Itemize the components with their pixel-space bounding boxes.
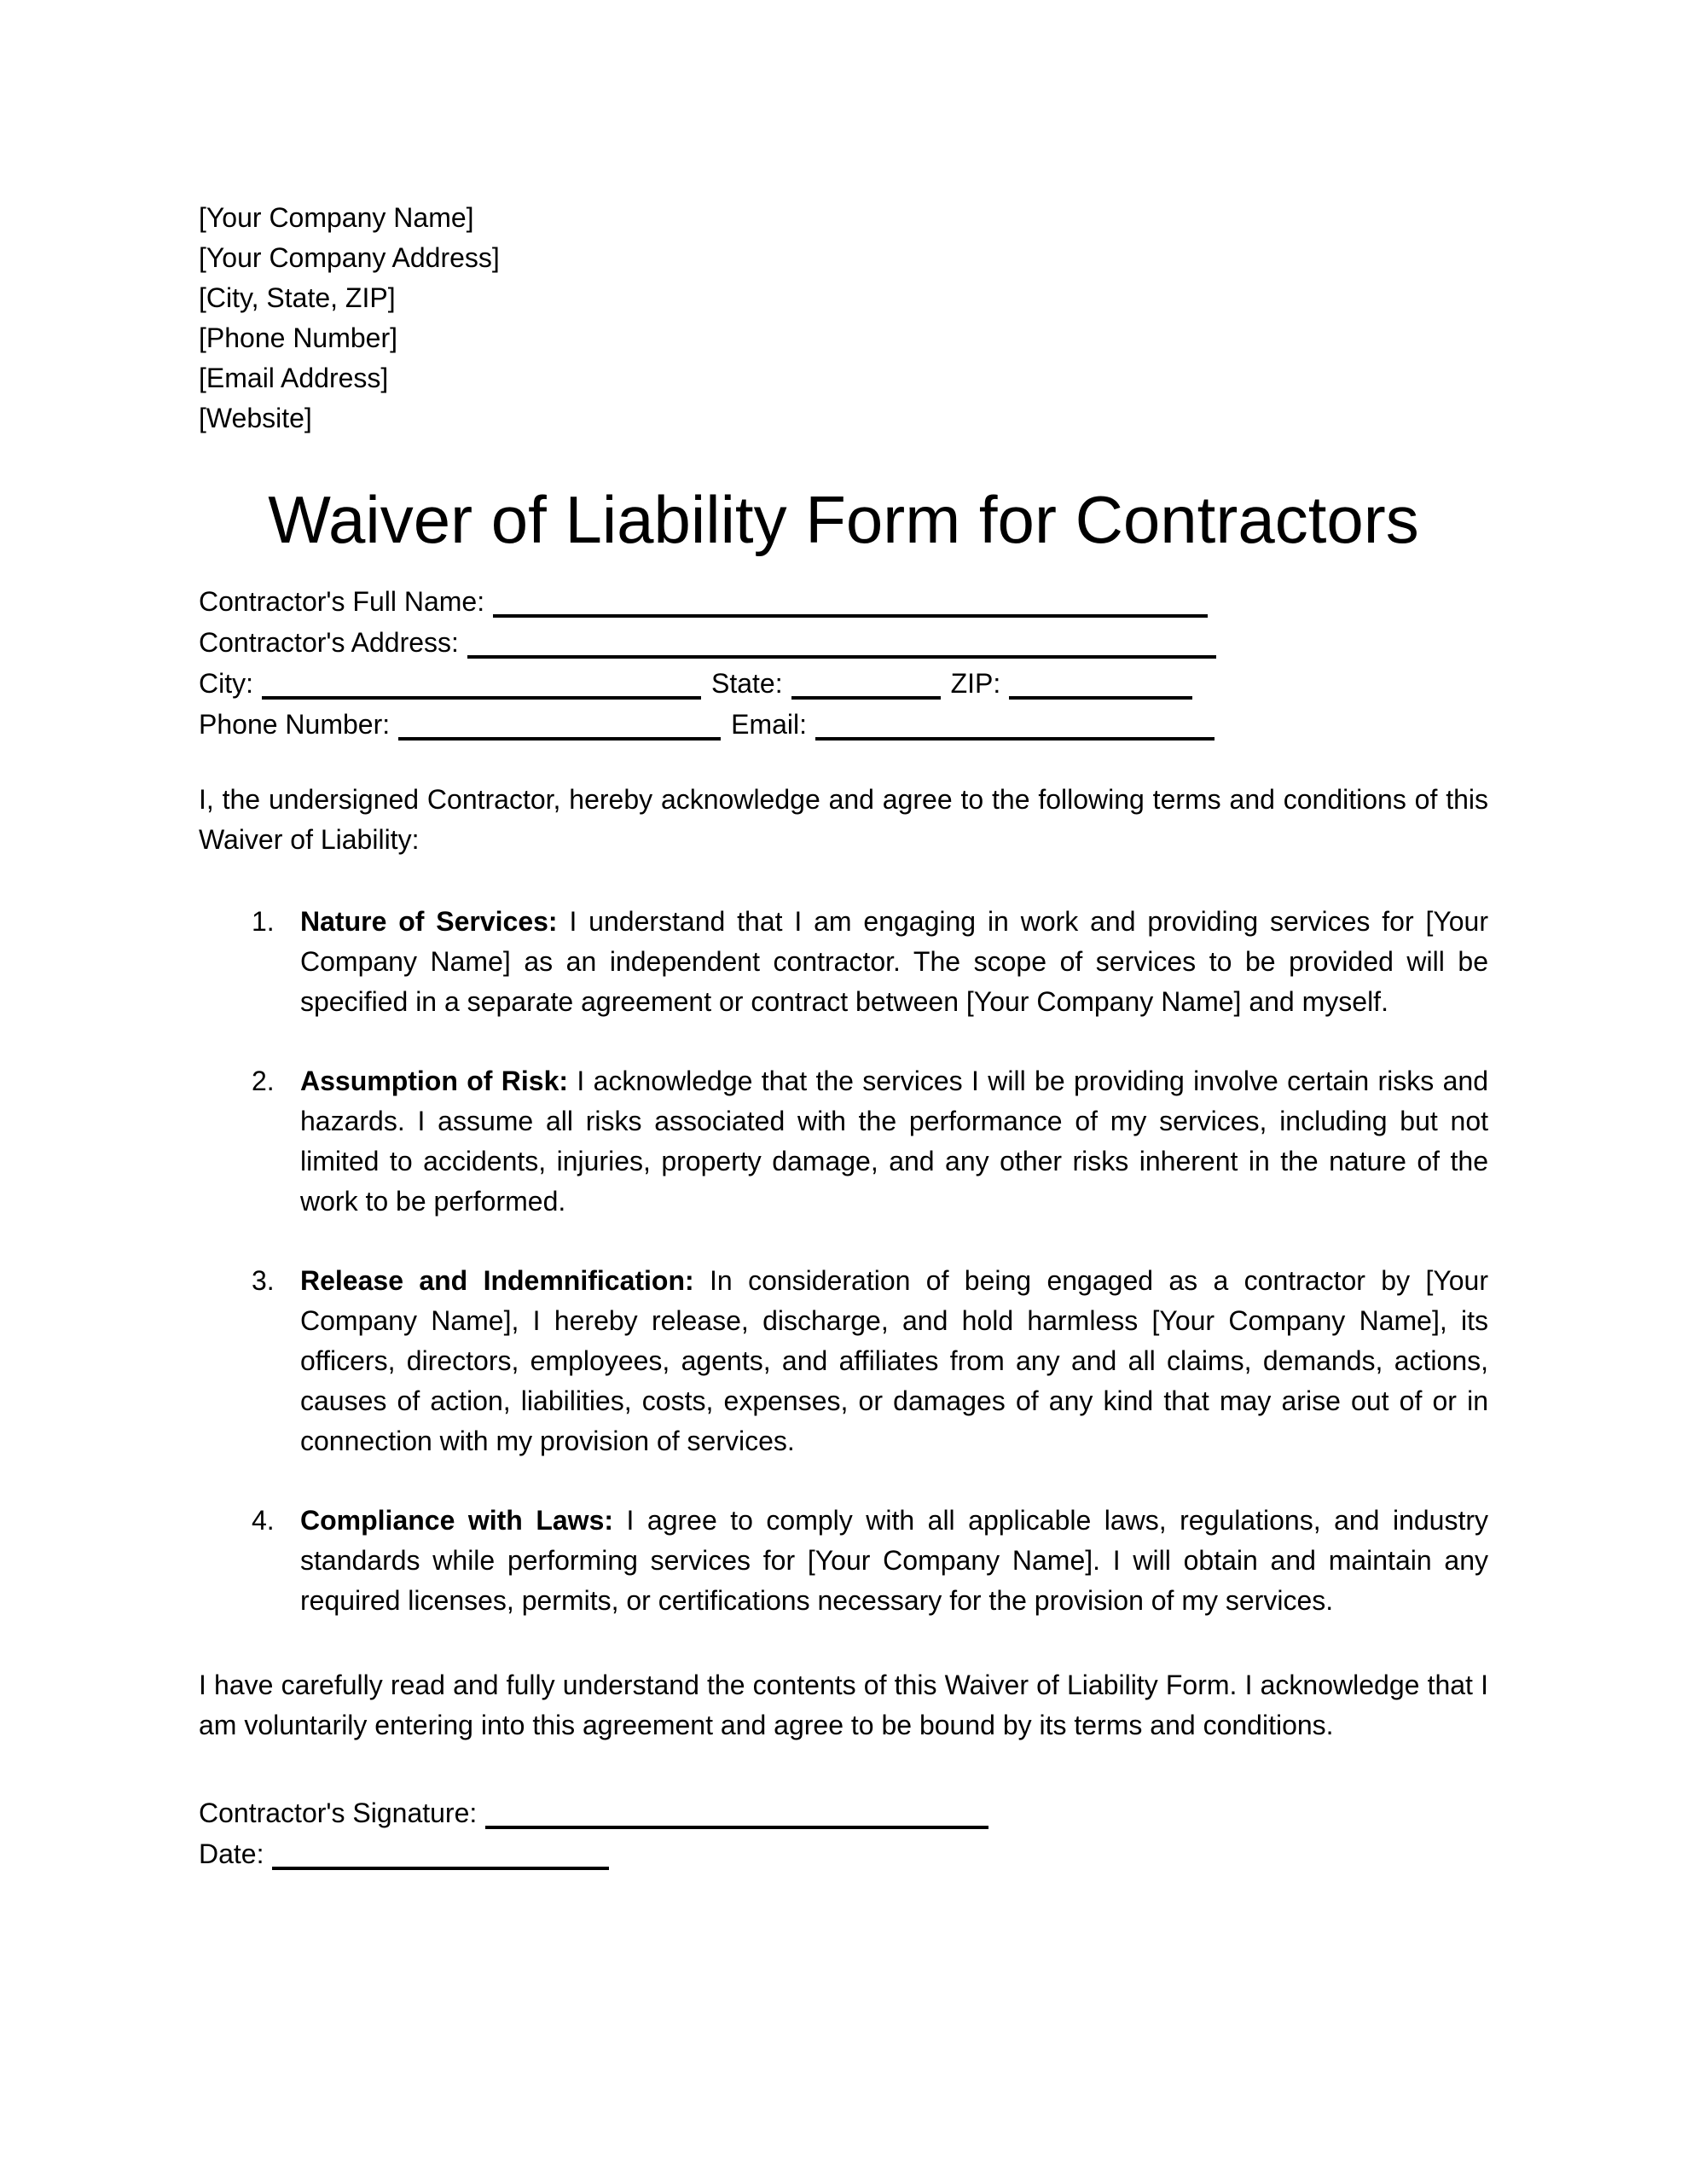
address-row — [199, 622, 1488, 663]
phone-email-row — [199, 704, 1488, 745]
address-blank[interactable] — [467, 647, 1216, 659]
term-number: 3. — [252, 1265, 275, 1296]
zip-blank[interactable] — [1009, 688, 1192, 700]
email-blank[interactable] — [815, 729, 1215, 741]
city-label: City: — [199, 668, 253, 699]
term-title: Compliance with Laws: — [300, 1505, 614, 1536]
term-item-nature-of-services — [199, 902, 1488, 1022]
city-state-zip-row — [199, 663, 1488, 704]
closing-paragraph: I have carefully read and fully understand the contents of this Waiver of Liability Form. I acknowledge that I am voluntarily entering into this agreement and agree to be bound by its terms and conditions. — [199, 1670, 1488, 1740]
company-address-line: [Your Company Address] — [199, 242, 500, 273]
date-row — [199, 1833, 1488, 1874]
terms-list — [199, 902, 1488, 1621]
date-blank[interactable] — [272, 1858, 609, 1870]
state-blank[interactable] — [791, 688, 941, 700]
term-number: 2. — [252, 1066, 275, 1096]
term-body: In consideration of being engaged as a contractor by [Your Company Name], I hereby release, discharge, and hold harmless [Your Company Name], its officers, directors, employees, agents, and affiliates from any and all claims, demands, actions, causes of action, liabilities, costs, expenses, or damages of any kind that may arise out of or in connection with my provision of services. — [300, 1265, 1489, 1456]
zip-label: ZIP: — [950, 668, 1001, 699]
term-body: I acknowledge that the services I will be providing involve certain risks and hazards. I assume all risks associated with the performance of my services, including but not limited to accidents, injuries, property damage, and any other risks inherent in the nature of the work to be performed. — [300, 1066, 1488, 1217]
company-city-state-zip-line: [City, State, ZIP] — [199, 282, 396, 313]
full-name-blank[interactable] — [493, 606, 1208, 618]
page-title: Waiver of Liability Form for Contractors — [268, 482, 1419, 557]
phone-blank[interactable] — [398, 729, 721, 741]
term-number: 1. — [252, 906, 275, 937]
signature-block — [199, 1792, 1488, 1874]
date-label: Date: — [199, 1838, 264, 1869]
company-header — [199, 198, 1488, 439]
term-item-assumption-of-risk — [199, 1061, 1488, 1222]
state-label: State: — [711, 668, 783, 699]
company-phone-line: [Phone Number] — [199, 322, 398, 353]
phone-label: Phone Number: — [199, 709, 391, 740]
term-item-compliance-with-laws — [199, 1501, 1488, 1621]
term-item-release-and-indemnification — [199, 1261, 1488, 1461]
term-title: Assumption of Risk: — [300, 1066, 569, 1096]
address-label: Contractor's Address: — [199, 627, 459, 658]
term-body: I understand that I am engaging in work and providing services for [Your Company Name] as an independent contractor. The scope of services to be provided will be specified in a separate agreement or contract between [Your Company Name] and myself. — [300, 906, 1489, 1017]
full-name-label: Contractor's Full Name: — [199, 586, 485, 617]
signature-blank[interactable] — [485, 1817, 988, 1829]
company-email-line: [Email Address] — [199, 363, 389, 393]
signature-label: Contractor's Signature: — [199, 1798, 478, 1828]
full-name-row — [199, 581, 1488, 622]
company-name-line: [Your Company Name] — [199, 202, 474, 233]
company-website-line: [Website] — [199, 403, 312, 433]
term-number: 4. — [252, 1505, 275, 1536]
contact-fields — [199, 581, 1488, 745]
email-label: Email: — [731, 709, 808, 740]
term-title: Nature of Services: — [300, 906, 558, 937]
term-title: Release and Indemnification: — [300, 1265, 694, 1296]
city-blank[interactable] — [262, 688, 701, 700]
term-body: I agree to comply with all applicable laws, regulations, and industry standards while performing services for [Your Company Name]. I will obtain and maintain any required licenses, permits, or certifications necessary for the provision of my services. — [300, 1505, 1489, 1616]
intro-paragraph: I, the undersigned Contractor, hereby acknowledge and agree to the following terms and conditions of this Waiver of Liability: — [199, 784, 1488, 855]
signature-row — [199, 1792, 1488, 1833]
